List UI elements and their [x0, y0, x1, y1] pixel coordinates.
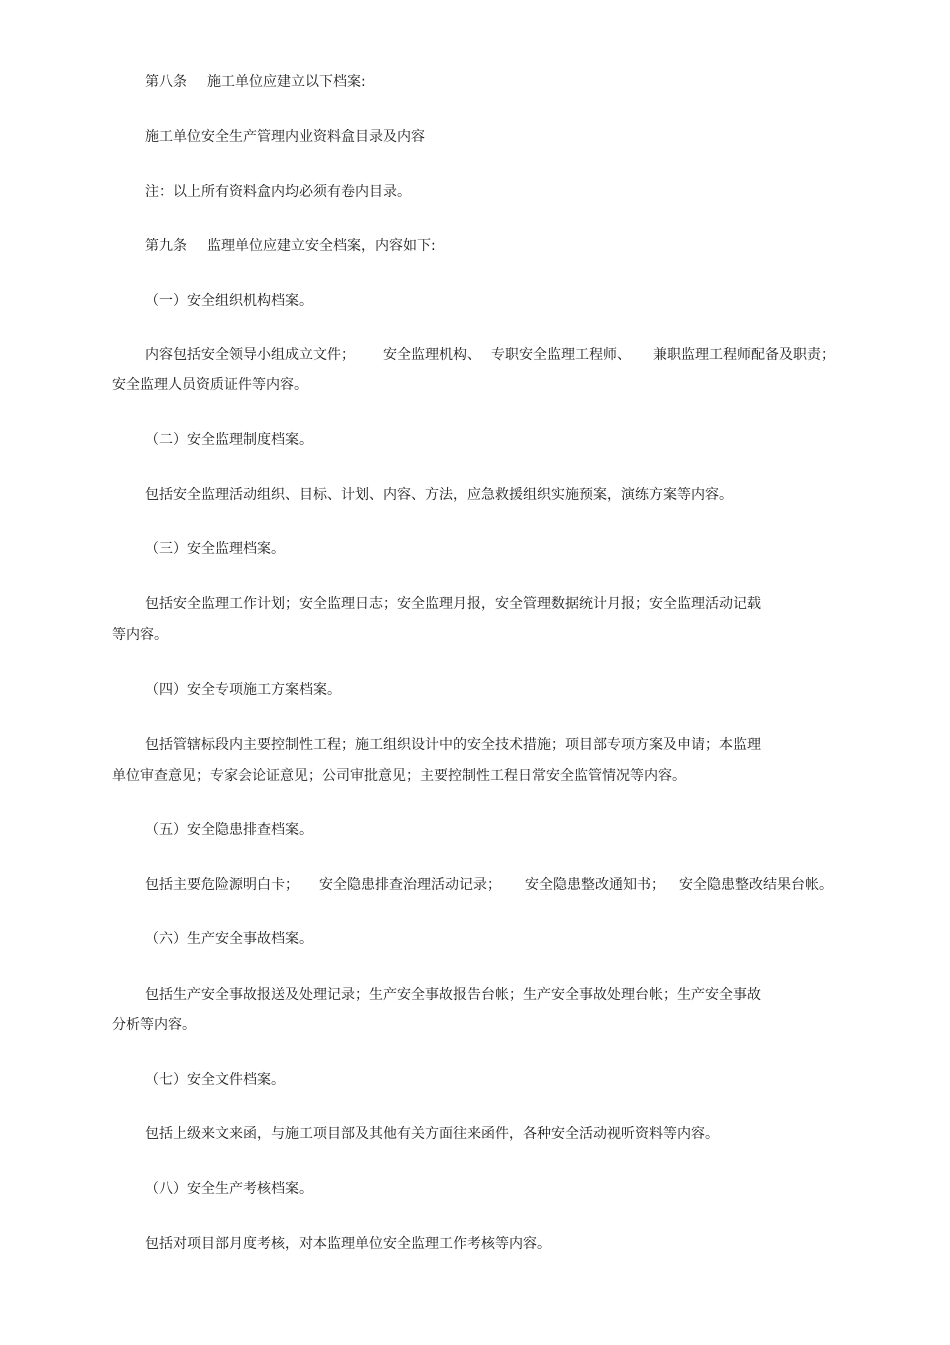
- box-catalog-title: 施工单位安全生产管理内业资料盒目录及内容: [145, 129, 425, 145]
- section-4-body-line-2: 单位审查意见；专家会论证意见；公司审批意见；主要控制性工程日常安全监管情况等内容。: [112, 768, 686, 784]
- section-5-body-part-3: 安全隐患整改通知书；: [525, 877, 665, 893]
- section-5-heading: （五）安全隐患排查档案。: [145, 822, 313, 838]
- article-9-number: 第九条: [145, 238, 187, 254]
- section-5-body-part-2: 安全隐患排查治理活动记录；: [319, 877, 501, 893]
- section-6-body-line-2: 分析等内容。: [112, 1017, 196, 1033]
- section-6-body-line-1: 包括生产安全事故报送及处理记录；生产安全事故报告台帐；生产安全事故处理台帐；生产安全事故: [145, 987, 761, 1003]
- section-5-body-part-1: 包括主要危险源明白卡；: [145, 877, 299, 893]
- section-4-body-line-1: 包括管辖标段内主要控制性工程；施工组织设计中的安全技术措施；项目部专项方案及申请；本监理: [145, 737, 761, 753]
- section-1-body-part-3: 专职安全监理工程师、: [491, 347, 631, 363]
- section-8-heading: （八）安全生产考核档案。: [145, 1181, 313, 1197]
- article-8-number: 第八条: [145, 74, 187, 90]
- section-1-body-part-2: 安全监理机构、: [383, 347, 481, 363]
- section-3-heading: （三）安全监理档案。: [145, 541, 285, 557]
- section-1-body-part-4: 兼职监理工程师配备及职责；: [653, 347, 835, 363]
- section-5-body-line-1: [145, 875, 833, 895]
- article-8-line: [145, 72, 366, 92]
- article-9-text: 监理单位应建立安全档案，内容如下:: [207, 238, 436, 254]
- section-3-body-line-2: 等内容。: [112, 627, 168, 643]
- article-9-line: [145, 236, 436, 256]
- note-line: 注：以上所有资料盒内均必须有卷内目录。: [145, 184, 411, 200]
- section-1-body-line-1: [145, 345, 835, 365]
- section-4-heading: （四）安全专项施工方案档案。: [145, 682, 341, 698]
- section-7-heading: （七）安全文件档案。: [145, 1072, 285, 1088]
- section-1-body-part-1: 内容包括安全领导小组成立文件；: [145, 347, 355, 363]
- section-7-body-line-1: 包括上级来文来函，与施工项目部及其他有关方面往来函件，各种安全活动视听资料等内容。: [145, 1126, 719, 1142]
- section-6-heading: （六）生产安全事故档案。: [145, 931, 313, 947]
- section-5-body-part-4: 安全隐患整改结果台帐。: [679, 877, 833, 893]
- article-8-text: 施工单位应建立以下档案:: [207, 74, 366, 90]
- section-8-body-line-1: 包括对项目部月度考核，对本监理单位安全监理工作考核等内容。: [145, 1236, 551, 1252]
- section-1-body-line-2: 安全监理人员资质证件等内容。: [112, 377, 308, 393]
- section-1-heading: （一）安全组织机构档案。: [145, 293, 313, 309]
- section-2-body-line-1: 包括安全监理活动组织、目标、计划、内容、方法，应急救援组织实施预案，演练方案等内容。: [145, 487, 733, 503]
- section-3-body-line-1: 包括安全监理工作计划；安全监理日志；安全监理月报，安全管理数据统计月报；安全监理活动记载: [145, 596, 761, 612]
- section-2-heading: （二）安全监理制度档案。: [145, 432, 313, 448]
